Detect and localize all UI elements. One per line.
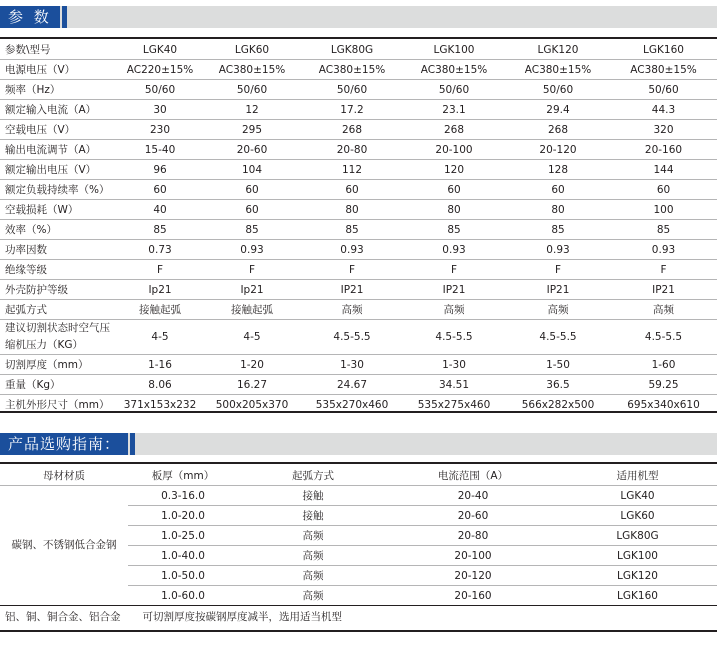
spec-value-cell: 60 [506,180,610,200]
spec-value-cell: 0.93 [402,240,506,260]
guide-header-cell: 适用机型 [558,466,717,486]
spec-value-cell: 371x153x232 [123,398,197,411]
spec-value-cell: 85 [202,220,302,240]
guide-row [0,486,717,506]
spec-value-cell: IP21 [402,280,506,300]
spec-value-cell: 50/60 [610,80,717,100]
spec-row [0,180,717,200]
spec-header-cell: LGK80G [302,40,402,60]
spec-value-cell: 高频 [506,300,610,320]
guide-value-cell: LGK80G [558,526,717,546]
guide-header-cell: 起弧方式 [238,466,388,486]
spec-value-cell: IP21 [610,280,717,300]
spec-value-cell: 144 [610,160,717,180]
spec-value-cell: 接触起弧 [202,300,302,320]
spec-param-label: 起弧方式 [0,300,118,320]
spec-value-cell: 23.1 [402,100,506,120]
spec-value-cell: 4.5-5.5 [402,320,506,355]
guide-top-rule [0,462,717,464]
spec-value-cell: 高频 [610,300,717,320]
spec-value-cell: 268 [506,120,610,140]
spec-value-cell: F [202,260,302,280]
spec-param-label: 电源电压（V） [0,60,118,80]
spec-value-cell: 535x270x460 [315,398,389,411]
spec-header-row [0,40,717,60]
spec-row [0,120,717,140]
spec-table [0,40,717,414]
spec-param-label: 功率因数 [0,240,118,260]
spec-value-cell: 50/60 [118,80,202,100]
guide-value-cell: 高频 [238,586,388,606]
spec-param-label: 重量（Kg） [0,375,118,395]
spec-row [0,280,717,300]
spec-row [0,320,717,355]
guide-value-cell: 20-80 [388,526,558,546]
spec-value-cell: F [402,260,506,280]
spec-param-label: 额定负载持续率（%） [0,180,118,200]
spec-value-cell: 59.25 [610,375,717,395]
spec-value-cell: 接触起弧 [118,300,202,320]
spec-value-cell: IP21 [506,280,610,300]
spec-value-cell: 112 [302,160,402,180]
spec-param-label: 外壳防护等级 [0,280,118,300]
spec-param-label: 建议切割状态时空气压缩机压力（KG） [0,320,118,355]
spec-value-cell: 535x275x460 [417,398,491,411]
guide-header-row [0,466,717,486]
spec-param-label: 输出电流调节（A） [0,140,118,160]
spec-value-cell: 1-30 [302,355,402,375]
spec-row [0,160,717,180]
spec-row [0,260,717,280]
spec-value-cell: AC380±15% [402,60,506,80]
spec-value-cell: 29.4 [506,100,610,120]
spec-value-cell: 1-16 [118,355,202,375]
spec-value-cell: Ip21 [202,280,302,300]
spec-value-cell: AC380±15% [506,60,610,80]
guide-value-cell: 高频 [238,546,388,566]
spec-value-cell: 85 [610,220,717,240]
spec-param-label: 频率（Hz） [0,80,118,100]
spec-value-cell: F [302,260,402,280]
spec-value-cell: 17.2 [302,100,402,120]
guide-value-cell: LGK100 [558,546,717,566]
spec-value-cell: 36.5 [506,375,610,395]
guide-value-cell: 0.3-16.0 [128,486,238,506]
spec-value-cell: AC380±15% [302,60,402,80]
spec-value-cell: 高频 [402,300,506,320]
spec-header-cell: LGK40 [118,40,202,60]
spec-value-cell: 40 [118,200,202,220]
spec-value-cell: 80 [402,200,506,220]
spec-header-cell: LGK60 [202,40,302,60]
spec-value-cell: 0.73 [118,240,202,260]
spec-value-cell: 695x340x610 [627,398,700,411]
spec-param-label: 空载损耗（W） [0,200,118,220]
spec-row [0,355,717,375]
spec-value-cell: 15-40 [118,140,202,160]
spec-value-cell: AC380±15% [202,60,302,80]
guide-section-bar [0,433,717,455]
spec-table-body [0,40,717,414]
spec-value-cell: F [118,260,202,280]
spec-row [0,60,717,80]
spec-value-cell: 60 [610,180,717,200]
spec-row [0,300,717,320]
guide-value-cell: 20-40 [388,486,558,506]
spec-section-bar [0,6,717,28]
spec-value-cell: 230 [118,120,202,140]
spec-header-cell: LGK160 [610,40,717,60]
footer-note: 可切割厚度按碳钢厚度减半，选用适当机型 [142,611,342,623]
spec-value-cell: 1-50 [506,355,610,375]
footer-material: 铝、铜、铜合金、铝合金 [5,611,121,623]
spec-value-cell: 12 [202,100,302,120]
spec-value-cell: 0.93 [610,240,717,260]
spec-param-label: 绝缘等级 [0,260,118,280]
spec-row [0,140,717,160]
guide-value-cell: 1.0-25.0 [128,526,238,546]
guide-material-cell: 碳钢、不锈钢低合金钢 [0,486,128,606]
spec-value-cell: 85 [402,220,506,240]
spec-value-cell: 1-30 [402,355,506,375]
guide-table-body [0,466,717,606]
guide-value-cell: LGK160 [558,586,717,606]
spec-value-cell: AC380±15% [610,60,717,80]
guide-value-cell: 高频 [238,526,388,546]
guide-value-cell: 20-60 [388,506,558,526]
spec-value-cell: 295 [202,120,302,140]
spec-value-cell: 24.67 [302,375,402,395]
spec-value-cell: 8.06 [118,375,202,395]
spec-value-cell: 50/60 [302,80,402,100]
spec-value-cell: 4.5-5.5 [610,320,717,355]
spec-value-cell: 20-100 [402,140,506,160]
guide-value-cell: 高频 [238,566,388,586]
spec-param-label: 效率（%） [0,220,118,240]
spec-value-cell: 高频 [302,300,402,320]
spec-header-cell: 参数\型号 [0,40,118,60]
spec-value-cell: 16.27 [202,375,302,395]
spec-row [0,375,717,395]
spec-row [0,200,717,220]
spec-value-cell: 60 [202,200,302,220]
spec-value-cell: 30 [118,100,202,120]
guide-header-cell: 电流范围（A） [388,466,558,486]
spec-value-cell: 50/60 [402,80,506,100]
spec-header-cell: LGK100 [402,40,506,60]
spec-top-rule [0,37,717,39]
guide-value-cell: 1.0-60.0 [128,586,238,606]
spec-value-cell: 44.3 [610,100,717,120]
guide-value-cell: 1.0-20.0 [128,506,238,526]
spec-param-label: 额定输入电流（A） [0,100,118,120]
spec-value-cell: 80 [302,200,402,220]
spec-value-cell: 20-60 [202,140,302,160]
spec-param-label: 空载电压（V） [0,120,118,140]
spec-value-cell: 500x205x370 [215,398,289,411]
spec-value-cell: F [610,260,717,280]
spec-param-label: 主机外形尺寸（mm） [5,399,110,411]
guide-value-cell: 20-100 [388,546,558,566]
guide-value-cell: LGK40 [558,486,717,506]
spec-param-label: 额定输出电压（V） [0,160,118,180]
spec-value-cell: 4.5-5.5 [506,320,610,355]
spec-value-cell: 268 [302,120,402,140]
spec-value-cell: Ip21 [118,280,202,300]
spec-value-cell: 85 [118,220,202,240]
spec-value-cell: 268 [402,120,506,140]
guide-footer-note [5,609,364,624]
spec-header-cell: LGK120 [506,40,610,60]
spec-value-cell: 80 [506,200,610,220]
spec-value-cell: 85 [302,220,402,240]
guide-value-cell: 接触 [238,486,388,506]
spec-value-cell: 60 [302,180,402,200]
spec-value-cell: IP21 [302,280,402,300]
spec-value-cell: 0.93 [202,240,302,260]
guide-value-cell: 1.0-50.0 [128,566,238,586]
spec-value-cell: 0.93 [506,240,610,260]
spec-value-cell: 4-5 [118,320,202,355]
spec-value-cell: 20-160 [610,140,717,160]
guide-header-cell: 母材材质 [0,466,128,486]
spec-value-cell: 0.93 [302,240,402,260]
guide-value-cell: 接触 [238,506,388,526]
spec-value-cell: 1-20 [202,355,302,375]
spec-value-cell: 4.5-5.5 [302,320,402,355]
spec-value-cell: 320 [610,120,717,140]
spec-value-cell: 60 [202,180,302,200]
spec-value-cell: 85 [506,220,610,240]
spec-value-cell: 1-60 [610,355,717,375]
guide-section-title: 产品选购指南： [0,433,128,455]
spec-value-cell: 4-5 [202,320,302,355]
spec-value-cell: 20-80 [302,140,402,160]
spec-value-cell: 128 [506,160,610,180]
spec-value-cell: 100 [610,200,717,220]
spec-value-cell: 104 [202,160,302,180]
spec-bottom-rule [0,411,717,413]
spec-param-label: 切割厚度（mm） [0,355,118,375]
guide-table [0,466,717,606]
spec-value-cell: 34.51 [402,375,506,395]
guide-bottom-rule [0,630,717,632]
guide-header-cell: 板厚（mm） [128,466,238,486]
spec-value-cell: 566x282x500 [521,398,595,411]
spec-value-cell: 60 [118,180,202,200]
guide-value-cell: 1.0-40.0 [128,546,238,566]
guide-value-cell: LGK60 [558,506,717,526]
guide-value-cell: LGK120 [558,566,717,586]
spec-row [0,80,717,100]
guide-value-cell: 20-160 [388,586,558,606]
spec-row [0,100,717,120]
spec-row [0,220,717,240]
spec-value-cell: 20-120 [506,140,610,160]
spec-value-cell: F [506,260,610,280]
spec-value-cell: AC220±15% [118,60,202,80]
spec-value-cell: 50/60 [506,80,610,100]
spec-value-cell: 60 [402,180,506,200]
spec-value-cell: 120 [402,160,506,180]
spec-row [0,240,717,260]
spec-section-title: 参 数 [0,6,60,28]
spec-value-cell: 50/60 [202,80,302,100]
spec-value-cell: 96 [118,160,202,180]
guide-value-cell: 20-120 [388,566,558,586]
